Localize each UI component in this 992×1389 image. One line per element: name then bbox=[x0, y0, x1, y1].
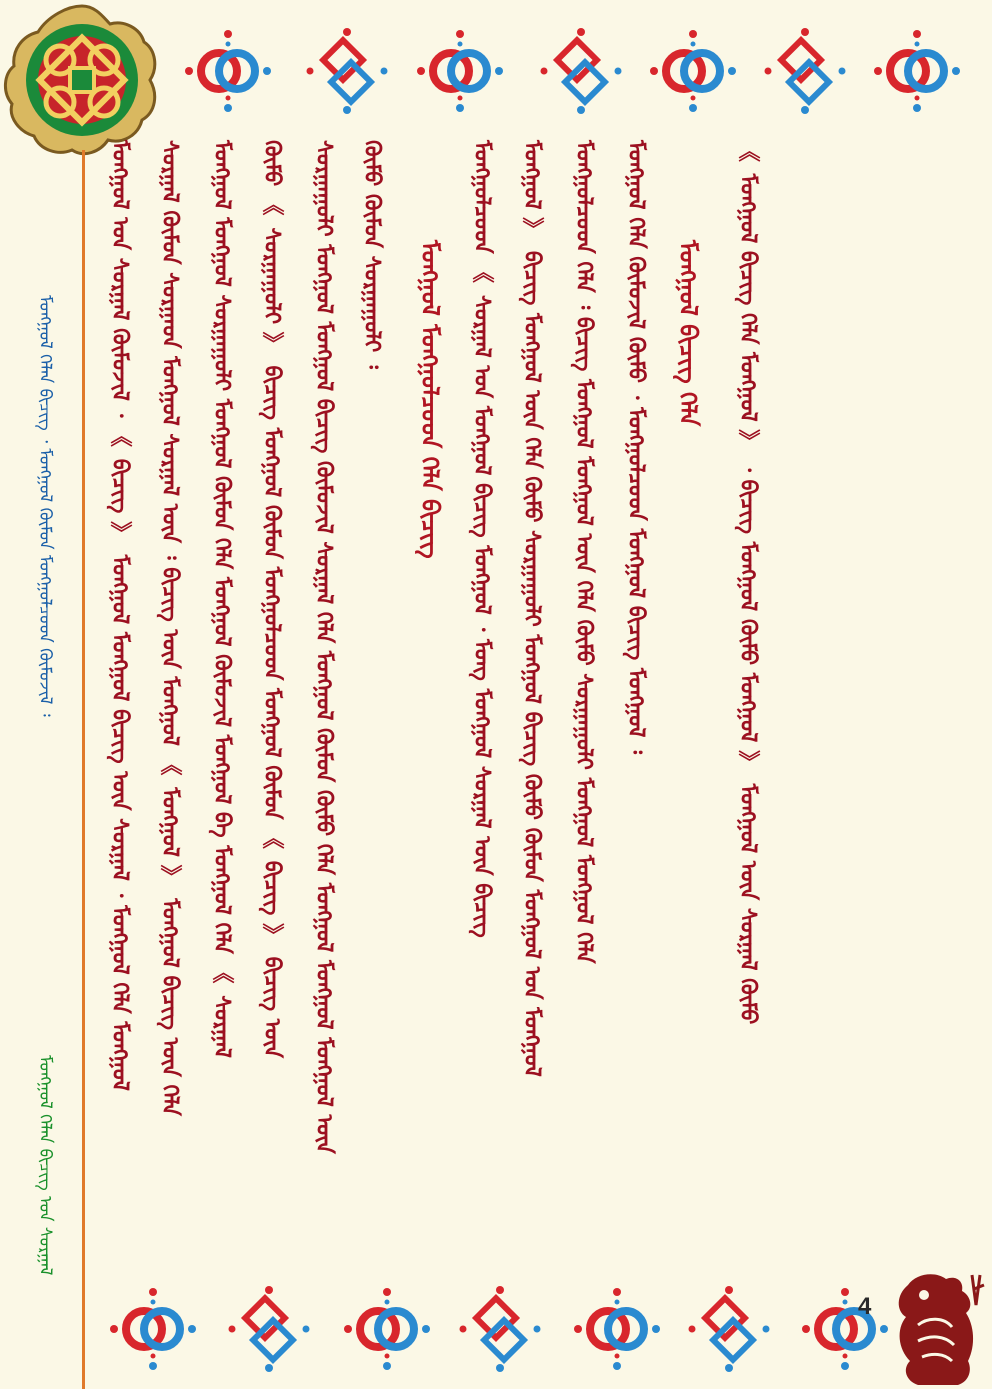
text-column: ᠮᠣᠩᠭᠣᠯ 》 ᠪᠢᠴᠢᠭ ᠮᠣᠩᠭᠣᠯ ᠦᠨ ᠬᠡᠯᠡ ᠬᠦᠮᠦ ᠰᠤᠷᠭᠠᠭᠤᠯᠢ ᠮᠣᠩᠭᠣᠯ ᠪᠢᠴᠢᠭ ᠬᠦᠮᠦ ᠬᠦᠮᠦᠨ ᠮᠣᠩᠭᠣᠯ ᠤᠨ ᠮᠣᠩᠭᠣᠯ bbox=[519, 140, 544, 1077]
text-column: ᠮᠣᠩᠭᠣᠯ ᠬᠡᠯᠡ ᠬᠦᠮᠦᠵᠢᠯ ᠬᠦᠮᠦ ᠂ ᠮᠣᠩᠭᠣᠯᠴᠤᠳ ᠮᠣᠩᠭᠣᠯ ᠪᠢᠴᠢᠭ ᠮᠣᠩᠭᠣᠯ ᠄ bbox=[623, 140, 648, 754]
text-column: ᠬᠦᠮᠦ 《 ᠰᠤᠷᠭᠠᠭᠤᠯᠢ 》 ᠪᠢᠴᠢᠭ ᠮᠣᠩᠭᠣᠯ ᠬᠦᠮᠦᠨ ᠮᠣᠩᠭᠣᠯᠴᠤᠳ ᠮᠣᠩᠭᠣᠯ ᠬᠦᠮᠦᠨ 《 ᠪᠢᠴᠢᠭ 》 ᠪᠢᠴᠢᠭ ᠦᠨ bbox=[259, 140, 284, 1059]
page-number: 4 bbox=[858, 1293, 872, 1320]
margin-rule bbox=[82, 150, 85, 1389]
ring-knot-icon bbox=[108, 1284, 198, 1374]
diamond-knot-icon bbox=[224, 1284, 314, 1374]
ring-knot-icon bbox=[800, 1284, 890, 1374]
running-footer: ᠮᠣᠩᠭᠣᠯ ᠬᠡᠯᠡᠨ ᠪᠢᠴᠢᠭ ᠤᠨ ᠰᠤᠷᠭᠠᠯ bbox=[35, 1055, 55, 1276]
ring-knot-icon bbox=[183, 26, 273, 116]
diamond-knot-icon bbox=[684, 1284, 774, 1374]
text-column: ᠰᠤᠷᠭᠠᠯ ᠬᠦᠮᠦᠨ ᠰᠤᠷᠭᠠᠳ ᠮᠣᠩᠭᠣᠯ ᠰᠤᠷᠭᠠᠯ ᠦᠨ ᠄ ᠪᠢᠴᠢᠭ ᠦᠨ ᠮᠣᠩᠭᠣᠯ 《 ᠮᠣᠩᠭᠣᠯ 》 ᠮᠣᠩᠭᠣᠯ ᠪᠢᠴᠢᠭ ᠦᠨ ᠬᠡᠯᠡ bbox=[157, 140, 182, 1116]
section-heading: ᠮᠣᠩᠭᠣᠯ ᠪᠢᠴᠢᠭ ᠬᠡᠯᠡ bbox=[674, 240, 702, 427]
running-header: ᠮᠣᠩᠭᠣᠯ ᠬᠡᠯᠡᠨ ᠪᠢᠴᠢᠭ᠌ ᠂ ᠮᠣᠩᠭᠣᠯ ᠬᠦᠮᠦᠨ ᠮᠣᠩᠭᠣᠯᠴᠤᠳ ᠬᠦᠮᠦᠵᠢᠯ ᠄ bbox=[35, 295, 55, 717]
text-column: ᠮᠣᠩᠭᠣᠯᠴᠤᠳ ᠬᠡᠯᠡ ᠄ ᠪᠢᠴᠢᠭ ᠮᠣᠩᠭᠣᠯ ᠮᠣᠩᠭᠣᠯ ᠦᠨ ᠬᠡᠯᠡ ᠬᠦᠮᠦ ᠰᠤᠷᠭᠠᠭᠤᠯᠢ ᠮᠣᠩᠭᠣᠯ ᠮᠣᠩᠭᠣᠯ ᠬᠡᠯᠡ bbox=[571, 140, 596, 964]
text-column: ᠮᠣᠩᠭᠣᠯ ᠤᠨ ᠰᠤᠷᠭᠠᠯ ᠬᠦᠮᠦᠵᠢᠯ ᠂ 《 ᠪᠢᠴᠢᠭ 》 ᠮᠣᠩᠭᠣᠯ ᠮᠣᠩᠭᠣᠯ ᠪᠢᠴᠢᠭ ᠦᠨ ᠰᠤᠷᠭᠠᠯ ᠂ ᠮᠣᠩᠭᠣᠯ ᠬᠡᠯᠡ ᠮᠣᠩᠭᠣᠯ bbox=[107, 140, 132, 1091]
text-column: ᠬᠦᠮᠦ ᠬᠦᠮᠦᠨ ᠰᠤᠷᠭᠠᠭᠤᠯᠢ ᠄ bbox=[359, 140, 384, 369]
dog-papercut-icon bbox=[888, 1265, 988, 1389]
diamond-knot-icon bbox=[455, 1284, 545, 1374]
section-heading: ᠮᠣᠩᠭᠣᠯ ᠮᠣᠩᠭᠣᠯᠴᠤᠳ ᠬᠡᠯᠡ ᠪᠢᠴᠢᠭ bbox=[416, 240, 444, 559]
diamond-knot-icon bbox=[302, 26, 392, 116]
medallion-ornament-icon bbox=[0, 0, 165, 165]
text-column: ᠮᠣᠩᠭᠣᠯᠴᠤᠳ 《 ᠰᠤᠷᠭᠠᠯ ᠤᠨ ᠮᠣᠩᠭᠣᠯ ᠪᠢᠴᠢᠭ ᠮᠣᠩᠭᠣᠯ ᠂ ᠮᠣᠩ ᠮᠣᠩᠭᠣᠯ ᠰᠤᠷᠭᠠᠯ ᠦᠨ ᠪᠢᠴᠢᠭ bbox=[469, 140, 494, 938]
ring-knot-icon bbox=[342, 1284, 432, 1374]
ring-knot-icon bbox=[572, 1284, 662, 1374]
ring-knot-icon bbox=[872, 26, 962, 116]
ring-knot-icon bbox=[648, 26, 738, 116]
text-column: ᠰᠤᠷᠭᠠᠭᠤᠯᠢ ᠮᠣᠩᠭᠣᠯ ᠮᠣᠩᠭᠣᠯ ᠪᠢᠴᠢᠭ ᠬᠦᠮᠦᠵᠢᠯ ᠰᠤᠷᠭᠠᠯ ᠬᠡᠯᠡ ᠮᠣᠩᠭᠣᠯ ᠬᠦᠮᠦᠨ ᠬᠦᠮᠦ ᠬᠡᠯᠡ ᠮᠣᠩᠭᠣᠯ ᠮᠣᠩᠭᠣᠯ ᠮᠣᠩᠭᠣᠯ ᠦᠨ bbox=[311, 140, 336, 1154]
diamond-knot-icon bbox=[760, 26, 850, 116]
text-column: 《 ᠮᠣᠩᠭᠣᠯ ᠪᠢᠴᠢᠭ ᠬᠡᠯᠡ ᠮᠣᠩᠭᠣᠯ 》 ᠂ ᠪᠢᠴᠢᠭ ᠮᠣᠩᠭᠣᠯ ᠬᠦᠮᠦ ᠮᠣᠩᠭᠣᠯ 》 ᠮᠣᠩᠭᠣᠯ ᠦᠨ ᠰᠤᠷᠭᠠᠯ ᠬᠦᠮᠦ bbox=[735, 140, 760, 1025]
diamond-knot-icon bbox=[536, 26, 626, 116]
text-column: ᠮᠣᠩᠭᠣᠯ ᠮᠣᠩᠭᠣᠯ ᠰᠤᠷᠭᠠᠭᠤᠯᠢ ᠮᠣᠩᠭᠣᠯ ᠬᠦᠮᠦᠨ ᠬᠡᠯᠡ ᠮᠣᠩᠭᠣᠯ ᠬᠦᠮᠦᠵᠢᠯ ᠮᠣᠩᠭᠣᠯ ᠪᠠ ᠮᠣᠩᠭᠣᠯ ᠬᠡᠯᠡ 《 ᠰᠤᠷᠭᠠᠯ bbox=[209, 140, 234, 1058]
ring-knot-icon bbox=[415, 26, 505, 116]
